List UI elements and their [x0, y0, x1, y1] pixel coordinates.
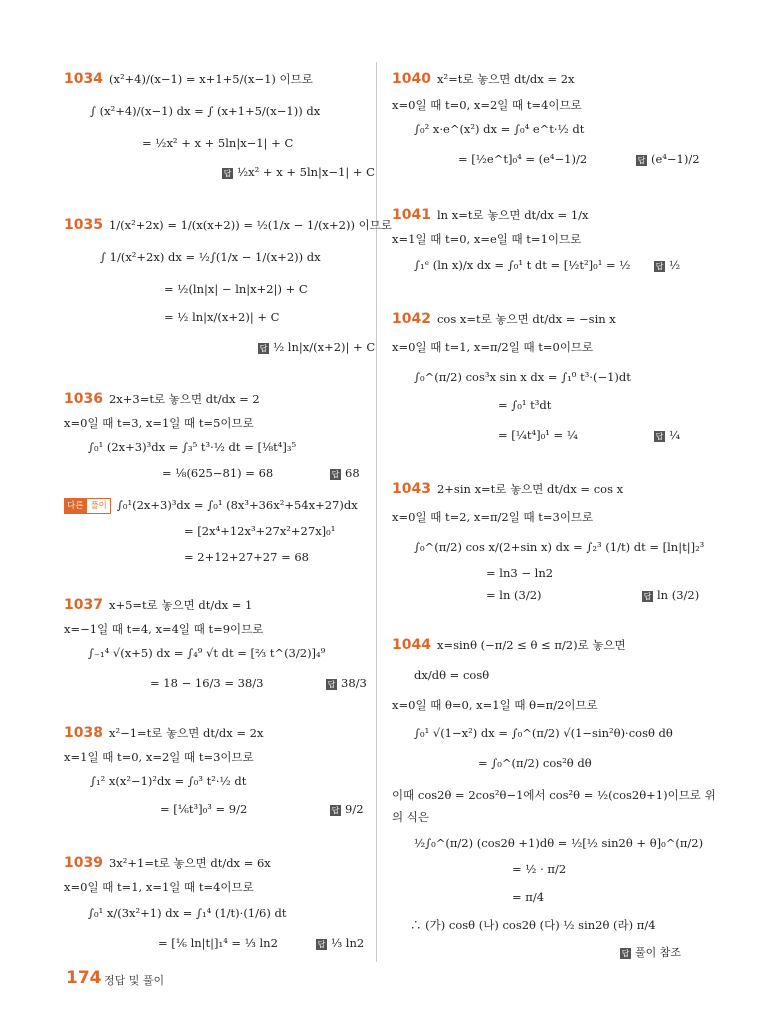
- problem-1038-line1: [64, 726, 263, 740]
- problem-1044-line11: ∴ (가) cosθ (나) cos2θ (다) ½ sin2θ (라) π/4: [410, 918, 656, 932]
- problem-1040-answer: [636, 152, 700, 166]
- answer-mark: 답: [331, 469, 340, 479]
- problem-1037-line3: ∫₋₁⁴ √(x+5) dx = ∫₄⁹ √t dt = [⅔ t^(3/2)]₄⁹: [88, 646, 326, 660]
- problem-1041-answer: [654, 258, 680, 272]
- answer-text: 38/3: [341, 676, 367, 690]
- other-solution-tag: 다른: [64, 498, 86, 514]
- answer-text: 9/2: [345, 802, 364, 816]
- problem-1036-other-solution: [64, 498, 358, 514]
- problem-1043-line1: [392, 482, 623, 496]
- math-text: ∫₀¹(2x+3)³dx = ∫₀¹ (8x³+36x²+54x+27)dx: [116, 498, 358, 512]
- problem-1034-line1: [64, 72, 313, 86]
- problem-1034-line2: ∫ (x²+4)/(x−1) dx = ∫ (x+1+5/(x−1)) dx: [90, 104, 321, 118]
- problem-1036-line2: x=0일 때 t=3, x=1일 때 t=5이므로: [64, 416, 254, 430]
- answer-mark: 답: [259, 343, 268, 353]
- problem-1041-line2: x=1일 때 t=0, x=e일 때 t=1이므로: [392, 232, 582, 246]
- problem-1042-line5: = [¼t⁴]₀¹ = ¼: [498, 428, 578, 442]
- problem-1042-answer: [654, 428, 680, 442]
- problem-1040-line3: ∫₀² x·e^(x²) dx = ∫₀⁴ e^t·½ dt: [414, 122, 585, 136]
- problem-1039-line3: ∫₀¹ x/(3x²+1) dx = ∫₁⁴ (1/t)·(1/6) dt: [88, 906, 287, 920]
- problem-number: 1043: [392, 481, 431, 497]
- problem-number: 1044: [392, 637, 431, 653]
- problem-1044-line10: = π/4: [512, 890, 545, 904]
- problem-1035-line2: ∫ 1/(x²+2x) dx = ½∫(1/x − 1/(x+2)) dx: [100, 250, 321, 264]
- answer-mark: 답: [317, 939, 326, 949]
- problem-1036-line3: ∫₀¹ (2x+3)³dx = ∫₃⁵ t³·½ dt = [⅛t⁴]₃⁵: [88, 440, 297, 454]
- answer-text: ½x² + x + 5ln|x−1| + C: [237, 165, 375, 179]
- problem-1036-line1: [64, 392, 260, 406]
- math-text: (x²+4)/(x−1) = x+1+5/(x−1) 이므로: [108, 72, 313, 86]
- answer-mark: 답: [655, 431, 664, 441]
- math-text: 1/(x²+2x) = 1/(x(x+2)) = ½(1/x − 1/(x+2)) 이므로: [108, 218, 392, 232]
- answer-text: ¼: [669, 428, 681, 442]
- problem-number: 1035: [64, 217, 103, 233]
- answer-mark: 답: [327, 679, 336, 689]
- problem-1037-line2: x=−1일 때 t=4, x=4일 때 t=9이므로: [64, 622, 264, 636]
- problem-1041-line3: ∫₁ᵉ (ln x)/x dx = ∫₀¹ t dt = [½t²]₀¹ = ½: [414, 258, 631, 272]
- problem-number: 1041: [392, 207, 431, 223]
- answer-mark: 답: [331, 805, 340, 815]
- problem-1036-line4: = ⅛(625−81) = 68: [162, 466, 274, 480]
- answer-text: 68: [345, 466, 360, 480]
- answer-mark: 답: [643, 591, 652, 601]
- answer-text: ½: [669, 258, 681, 272]
- problem-1044-line6: 이때 cos2θ = 2cos²θ−1에서 cos²θ = ½(cos2θ+1)이므로 위: [392, 788, 716, 802]
- problem-1044-line5: = ∫₀^(π/2) cos²θ dθ: [478, 756, 592, 770]
- problem-number: 1037: [64, 597, 103, 613]
- problem-1035-answer: [258, 340, 375, 354]
- math-text: ln x=t로 놓으면 dt/dx = 1/x: [436, 208, 589, 222]
- answer-text: 풀이 참조: [635, 946, 682, 959]
- math-text: 2x+3=t로 놓으면 dt/dx = 2: [108, 392, 260, 406]
- math-text: x²=t로 놓으면 dt/dx = 2x: [436, 72, 575, 86]
- problem-1038-line2: x=1일 때 t=0, x=2일 때 t=3이므로: [64, 750, 254, 764]
- math-text: x²−1=t로 놓으면 dt/dx = 2x: [108, 726, 264, 740]
- math-text: 2+sin x=t로 놓으면 dt/dx = cos x: [436, 482, 624, 496]
- problem-1036-other-line3: = 2+12+27+27 = 68: [184, 550, 309, 564]
- problem-1035-line4: = ½ ln|x/(x+2)| + C: [164, 310, 280, 324]
- answer-mark: 답: [621, 948, 630, 958]
- problem-number: 1042: [392, 311, 431, 327]
- math-text: 3x²+1=t로 놓으면 dt/dx = 6x: [108, 856, 271, 870]
- problem-1038-line3: ∫₁² x(x²−1)²dx = ∫₀³ t²·½ dt: [90, 774, 247, 788]
- problem-1040-line2: x=0일 때 t=0, x=2일 때 t=4이므로: [392, 98, 582, 112]
- column-divider: [376, 62, 377, 962]
- problem-1044-line7: 의 식은: [392, 810, 429, 824]
- problem-number: 1036: [64, 391, 103, 407]
- problem-1044-line9: = ½ · π/2: [512, 862, 567, 876]
- problem-1044-line3: x=0일 때 θ=0, x=1일 때 θ=π/2이므로: [392, 698, 598, 712]
- problem-1034-line3: = ½x² + x + 5ln|x−1| + C: [142, 136, 294, 150]
- footer-label: 정답 및 풀이: [104, 974, 165, 987]
- problem-1042-line1: [392, 312, 616, 326]
- problem-1036-other-line2: = [2x⁴+12x³+27x²+27x]₀¹: [184, 524, 336, 538]
- problem-1043-line4: = ln3 − ln2: [486, 566, 554, 580]
- answer-text: (e⁴−1)/2: [651, 152, 700, 166]
- problem-number: 1039: [64, 855, 103, 871]
- problem-1042-line3: ∫₀^(π/2) cos³x sin x dx = ∫₁⁰ t³·(−1)dt: [414, 370, 631, 384]
- math-text: x+5=t로 놓으면 dt/dx = 1: [108, 598, 253, 612]
- problem-1037-line4: = 18 − 16/3 = 38/3: [150, 676, 264, 690]
- problem-1044-line1: [392, 638, 626, 652]
- problem-1040-line4: = [½e^t]₀⁴ = (e⁴−1)/2: [458, 152, 588, 166]
- problem-1039-answer: [316, 936, 364, 950]
- problem-1043-line2: x=0일 때 t=2, x=π/2일 때 t=3이므로: [392, 510, 594, 524]
- answer-text: ⅓ ln2: [331, 936, 365, 950]
- problem-1044-line8: ½∫₀^(π/2) (cos2θ +1)dθ = ½[½ sin2θ + θ]₀^(π/2): [414, 836, 704, 850]
- math-text: x=sinθ (−π/2 ≤ θ ≤ π/2)로 놓으면: [436, 638, 626, 652]
- problem-1041-line1: [392, 208, 589, 222]
- problem-1039-line2: x=0일 때 t=1, x=1일 때 t=4이므로: [64, 880, 254, 894]
- answer-text: ln (3/2): [657, 588, 700, 602]
- math-text: cos x=t로 놓으면 dt/dx = −sin x: [436, 312, 616, 326]
- problem-1042-line4: = ∫₀¹ t³dt: [498, 398, 552, 412]
- problem-1038-answer: [330, 802, 364, 816]
- problem-1039-line4: = [⅙ ln|t|]₁⁴ = ⅓ ln2: [158, 936, 278, 950]
- problem-1034-answer: [222, 165, 375, 179]
- page-number: 174: [66, 968, 102, 988]
- problem-1044-answer: [620, 944, 681, 960]
- problem-1044-line2: dx/dθ = cosθ: [414, 668, 490, 682]
- problem-1035-line1: [64, 218, 392, 232]
- problem-1038-line4: = [⅙t³]₀³ = 9/2: [160, 802, 248, 816]
- problem-number: 1040: [392, 71, 431, 87]
- problem-1043-answer: [642, 588, 699, 602]
- problem-1039-line1: [64, 856, 271, 870]
- answer-mark: 답: [637, 155, 646, 165]
- problem-number: 1038: [64, 725, 103, 741]
- problem-1042-line2: x=0일 때 t=1, x=π/2일 때 t=0이므로: [392, 340, 594, 354]
- problem-1036-answer: [330, 466, 360, 480]
- problem-1044-line4: ∫₀¹ √(1−x²) dx = ∫₀^(π/2) √(1−sin²θ)·cosθ dθ: [414, 726, 673, 740]
- problem-1037-line1: [64, 598, 252, 612]
- problem-1040-line1: [392, 72, 575, 86]
- answer-text: ½ ln|x/(x+2)| + C: [273, 340, 376, 354]
- problem-1037-answer: [326, 676, 367, 690]
- problem-1035-line3: = ½(ln|x| − ln|x+2|) + C: [164, 282, 308, 296]
- problem-1043-line5: = ln (3/2): [486, 588, 542, 602]
- other-solution-tag2: 풀이: [86, 498, 110, 514]
- problem-1043-line3: ∫₀^(π/2) cos x/(2+sin x) dx = ∫₂³ (1/t) dt = [ln|t|]₂³: [414, 540, 705, 554]
- problem-number: 1034: [64, 71, 103, 87]
- answer-mark: 답: [223, 168, 232, 178]
- answer-mark: 답: [655, 261, 664, 271]
